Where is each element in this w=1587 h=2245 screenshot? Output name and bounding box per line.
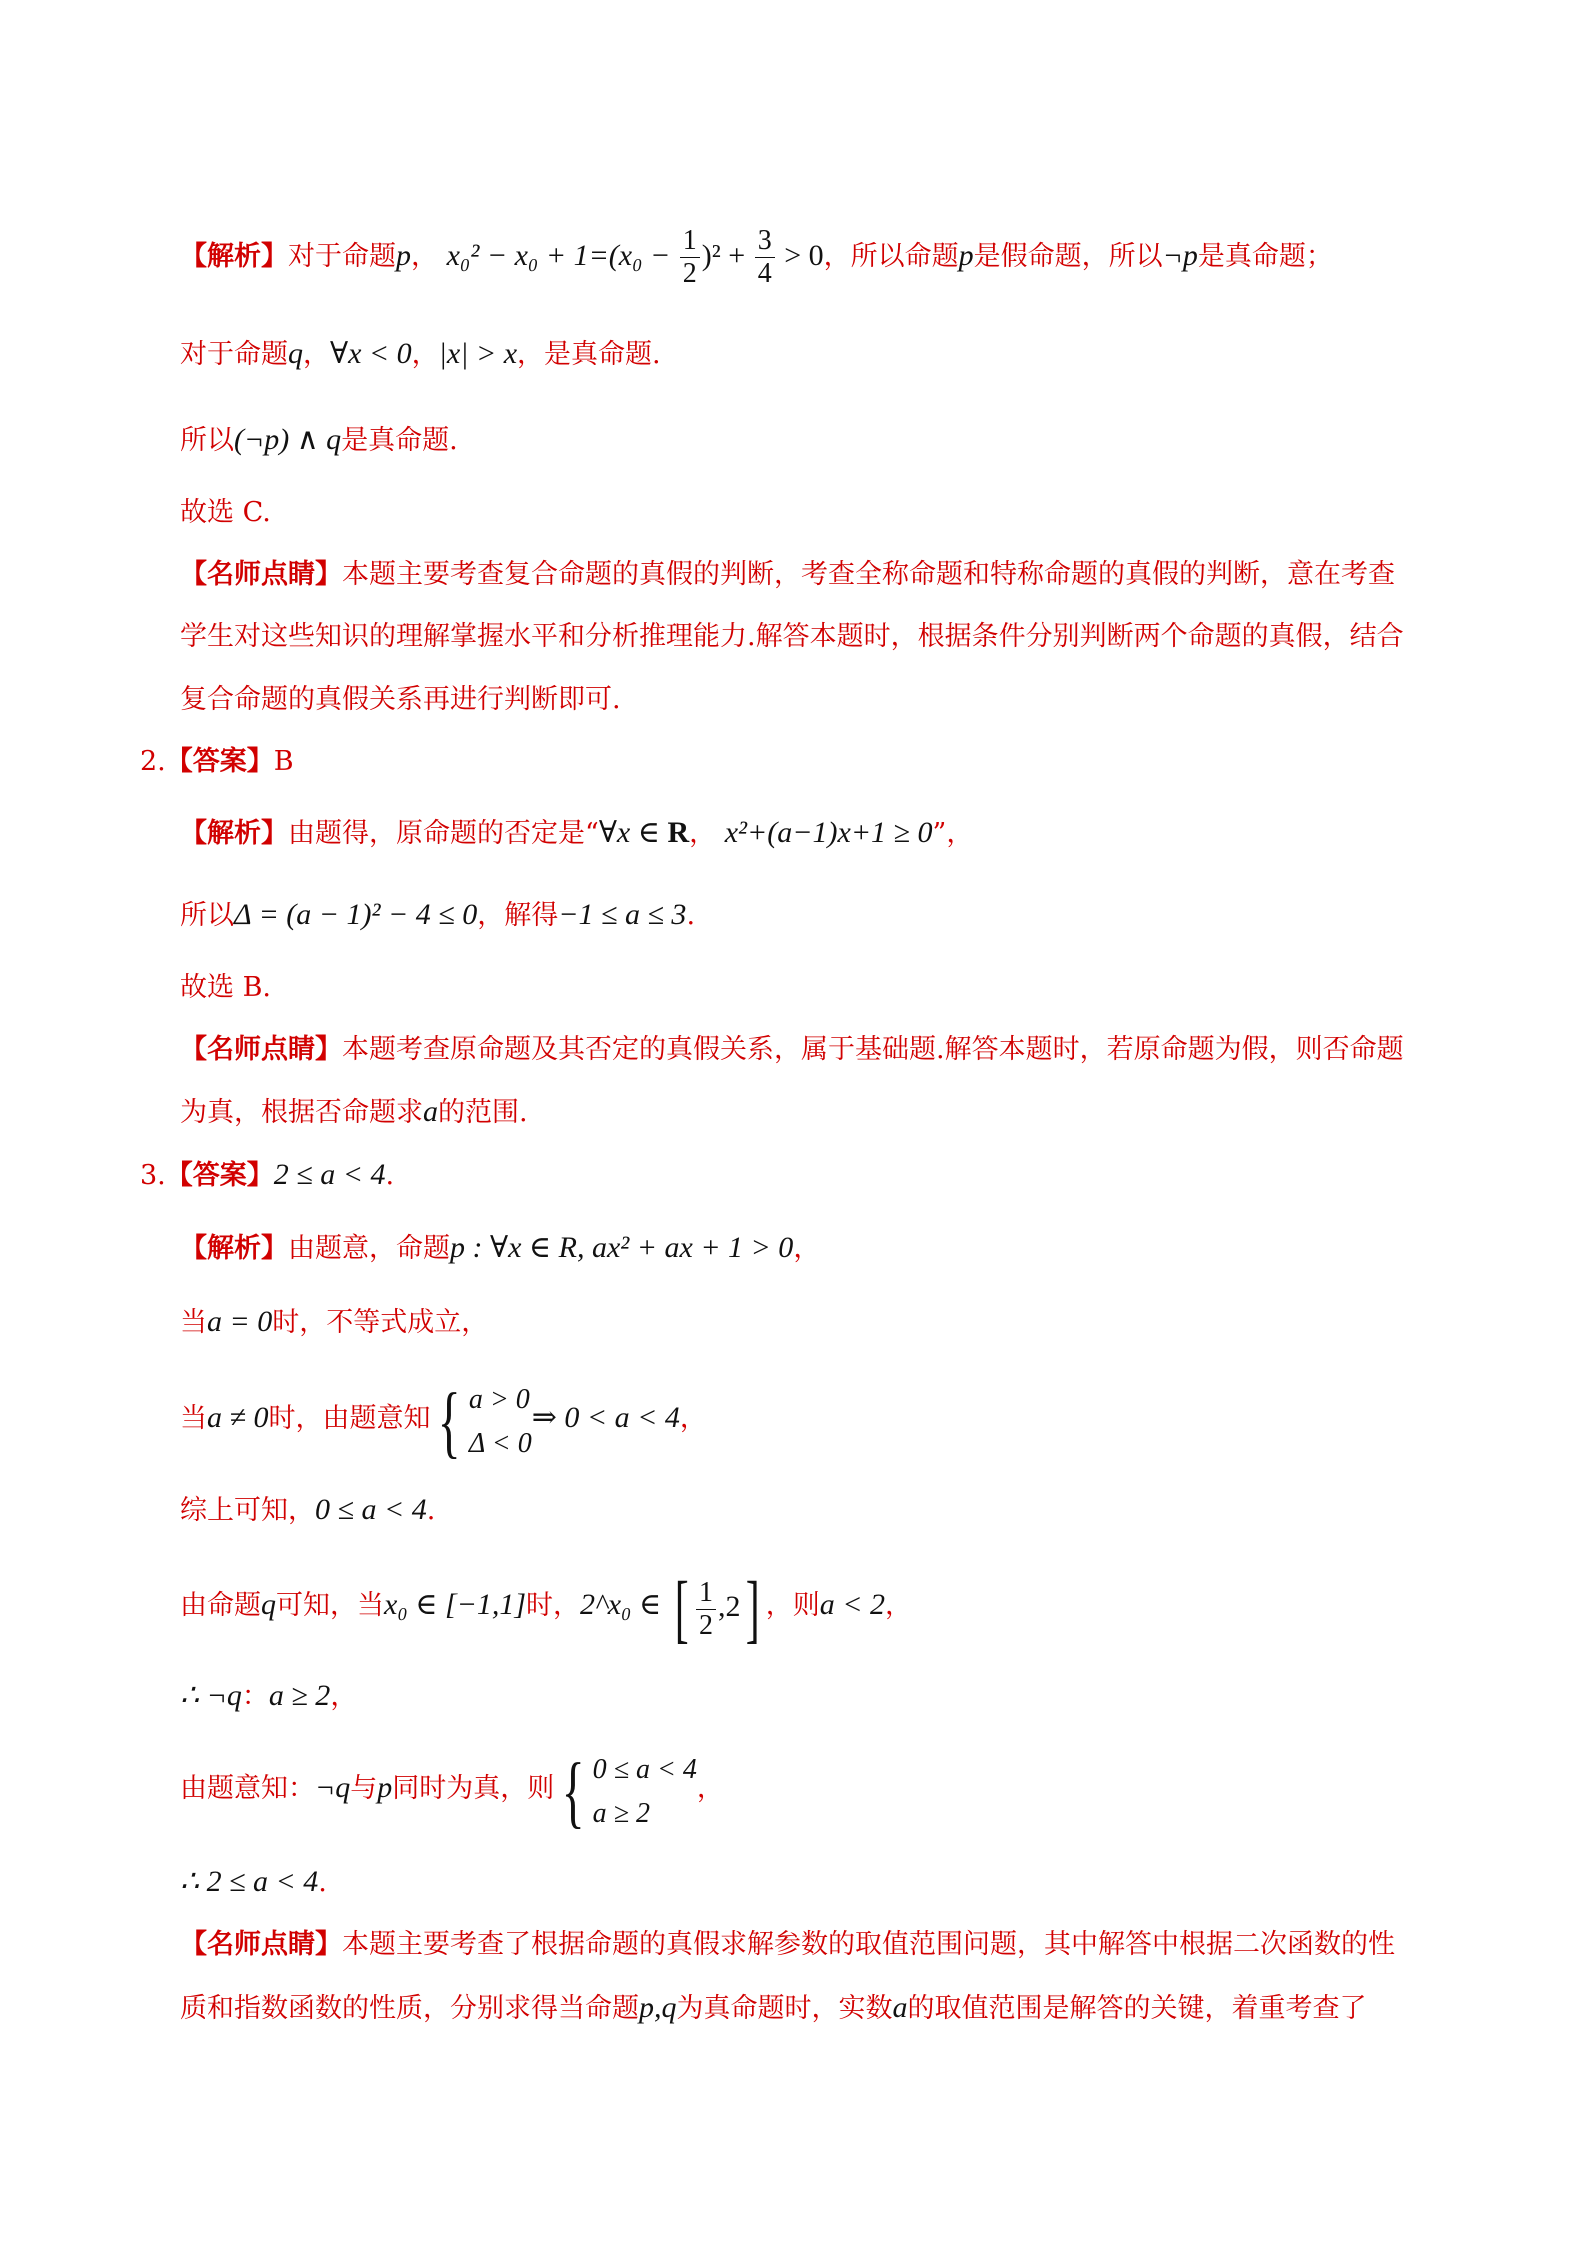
system-brace: { a > 0 Δ < 0 [438, 1378, 532, 1467]
q1-tip-line-1: 【名师点睛】本题主要考查复合命题的真假的判断，考查全称命题和特称命题的真假的判断，意在考查 [180, 559, 1395, 590]
fraction: $\frac{3}{4}$ [755, 225, 775, 290]
q3-analysis-line-4: 综上可知，0 ≤ a < 4. [180, 1493, 436, 1526]
q3-tip-line-2: 质和指数函数的性质，分别求得当命题p,q为真命题时，实数a的取值范围是解答的关键，着重考查了 [180, 1991, 1367, 2024]
answer-tag: 【答案】 [165, 1160, 274, 1191]
fraction: $\frac{1}{2}$ [680, 225, 700, 290]
q3-analysis-line-2: 当a = 0时，不等式成立， [180, 1305, 489, 1338]
tip-tag: 【名师点睛】 [180, 1929, 342, 1960]
analysis-tag: 【解析】 [180, 818, 288, 849]
analysis-tag: 【解析】 [180, 241, 288, 272]
q3-analysis-line-5: 由命题q可知，当x₀ ∈ [−1,1]时，2^x₀ ∈ [ $\frac{1}{2}$ ,2] ，则a < 2， [180, 1560, 1457, 1652]
answer-tag: 【答案】 [165, 746, 274, 777]
q2-choice: 故选 B. [180, 972, 272, 1003]
interval-bracket: [ $\frac{1}{2}$ ,2] [674, 1567, 761, 1652]
q3-analysis-line-8: ∴ 2 ≤ a < 4. [180, 1865, 327, 1898]
system-brace: { 0 ≤ a < 4 a ≥ 2 [561, 1748, 697, 1837]
tip-tag: 【名师点睛】 [180, 1034, 342, 1065]
q3-analysis-line-6: ∴ ¬q：a ≥ 2， [180, 1679, 358, 1712]
q3-answer: 3.【答案】2 ≤ a < 4. [140, 1158, 395, 1191]
q2-tip-line-1: 【名师点睛】本题考查原命题及其否定的真假关系，属于基础题.解答本题时，若原命题为假，则否命题 [180, 1034, 1404, 1065]
analysis-tag: 【解析】 [180, 1233, 288, 1264]
q1-analysis-line-3: 所以(¬p) ∧ q是真命题. [180, 423, 458, 456]
q3-analysis-line-3: 当a ≠ 0时，由题意知{ a > 0 Δ < 0 ⇒ 0 < a < 4， [180, 1370, 1457, 1468]
q3-analysis-line-1: 【解析】由题意，命题p : ∀x ∈ R, ax² + ax + 1 > 0， [180, 1231, 821, 1264]
q1-analysis-line-2: 对于命题q，∀x < 0，|x| > x，是真命题. [180, 337, 661, 370]
q2-analysis-line-1: 【解析】由题得，原命题的否定是“∀x ∈ R， x²+(a−1)x+1 ≥ 0”， [180, 816, 974, 849]
q1-tip-line-2: 学生对这些知识的理解掌握水平和分析推理能力.解答本题时，根据条件分别判断两个命题的真假，结合 [180, 621, 1404, 652]
q2-tip-line-2: 为真，根据否命题求a的范围. [180, 1095, 528, 1128]
q1-tip-line-3: 复合命题的真假关系再进行判断即可. [180, 684, 621, 715]
formula: x₀² − x₀ + 1=(x₀ − [446, 239, 678, 272]
q1-analysis-line-1: 【解析】对于命题p， x₀² − x₀ + 1=(x₀ − $\frac{1}{2}$ )² + $\frac{3}{4}$ > 0，所以命题p是假命题，所以¬p是真命题； [180, 225, 1333, 289]
tip-tag: 【名师点睛】 [180, 559, 342, 590]
q1-choice: 故选 C. [180, 497, 271, 528]
q2-analysis-line-2: 所以Δ = (a − 1)² − 4 ≤ 0，解得−1 ≤ a ≤ 3. [180, 898, 696, 931]
q2-answer: 2.【答案】B [140, 746, 294, 777]
q3-tip-line-1: 【名师点睛】本题主要考查了根据命题的真假求解参数的取值范围问题，其中解答中根据二次函数的性 [180, 1929, 1395, 1960]
q3-analysis-line-7: 由题意知：¬q与p同时为真，则{ 0 ≤ a < 4 a ≥ 2 ， [180, 1740, 1457, 1838]
